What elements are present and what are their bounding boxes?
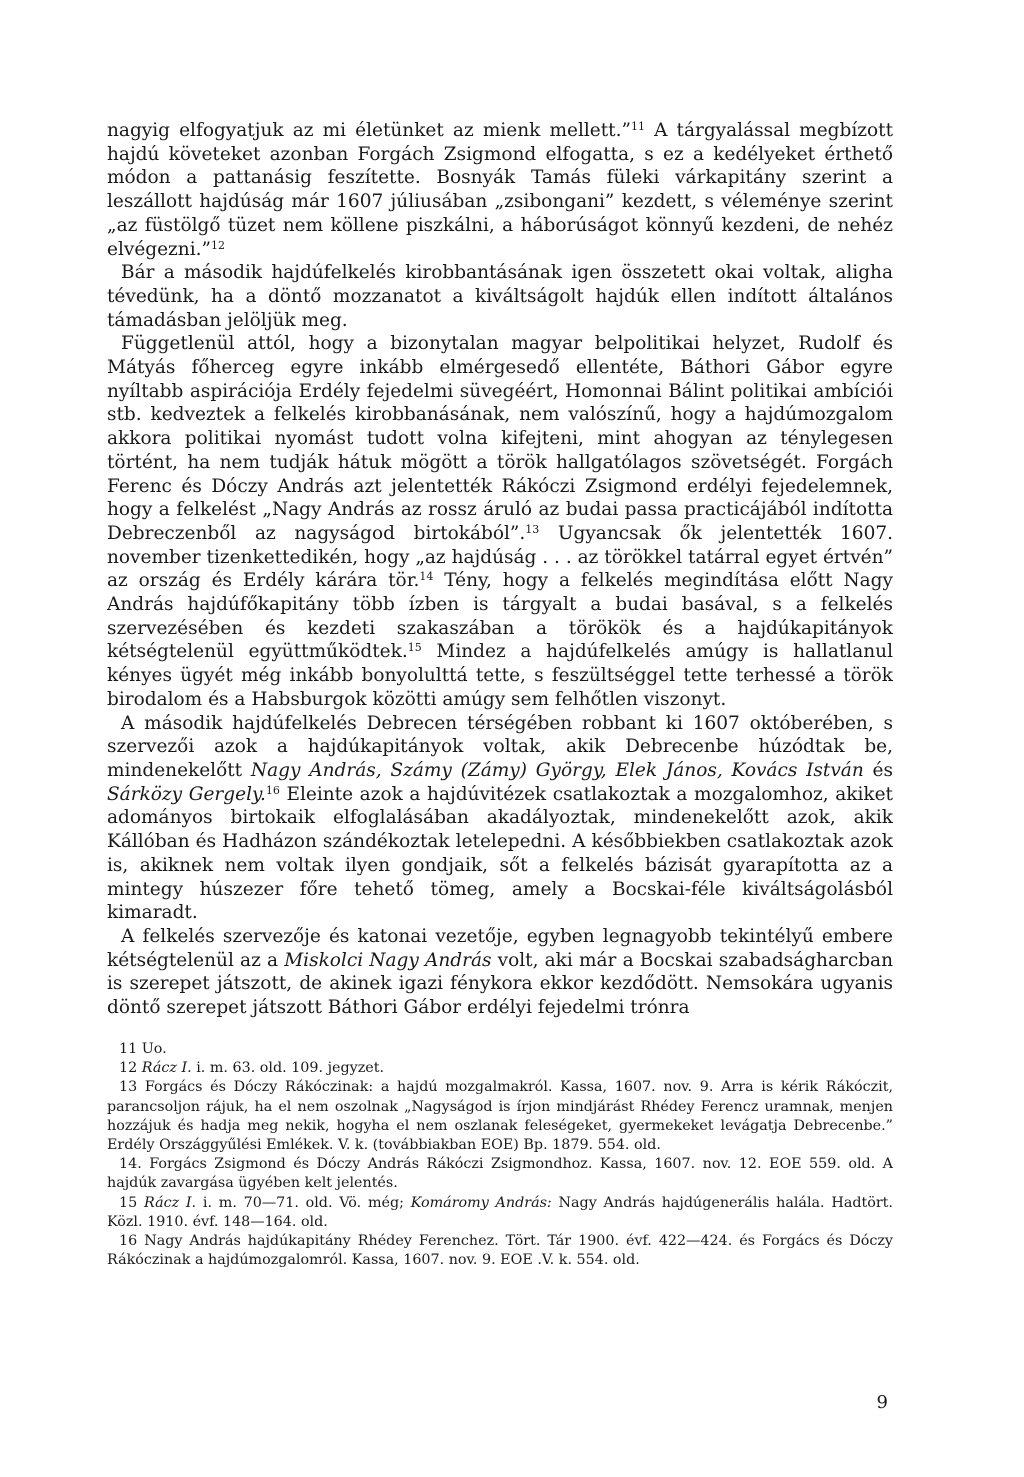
footnote-15 (107, 1194, 893, 1232)
footnote-14 (107, 1155, 893, 1193)
text-run: és (863, 759, 893, 781)
paragraph-4 (107, 712, 893, 925)
page-number: 9 (876, 1392, 888, 1413)
text-run: Függetlenül attól, hogy a bizonytalan magyar belpolitikai helyzet, Rudolf és Mátyás főherceg egyre inkább elmérgesedő ellentéte, Báthori Gábor egyre nyíltabb aspirációja Erdély fejedelmi süvegéért, Homonnai Bálint politikai ambíciói stb. kedveztek a felkelés kirobbanásának, nem valószínű, hogy a hajdúmozgalom akkora politikai nyomást tudott volna kifejteni, mint ahogyan az ténylegesen történt, ha nem tudják hátuk mögött a török hallgatólagos szövetségét. Forgách Ferenc és Dóczy András azt jelentették Rákóczi Zsigmond erdélyi fejedelemnek, hogy a felkelést „Nagy András az rossz áruló az budai passa practicájából indította Debreczenből az nagyságod birtokából”. (107, 333, 893, 544)
footnote-ref: 12 (210, 238, 225, 252)
footnote-number: 13 (119, 1079, 138, 1096)
text-run: nagyig elfogyatjuk az mi életünket az mienk mellett.” (107, 120, 631, 141)
footnote-text: Nagy András hajdúkapitány Rhédey Ferenchez. Tört. Tár 1900. évf. 422—424. és Forgács és Dóczy Rákóczinak a hajdúmozgalomról. Kassa, 1607. nov. 9. EOE .V. k. 554. old. (107, 1233, 894, 1269)
footnote-text: Nagy András hajdúgenerális halála. Hadtört. Közl. 1910. évf. 148—164. old. (107, 1194, 893, 1230)
footnote-number: 12 (119, 1060, 138, 1077)
footnote-text: Uo. (141, 1041, 167, 1057)
main-text (107, 119, 893, 1020)
footnote-13 (107, 1078, 893, 1155)
footnote-number: 15 (119, 1194, 138, 1211)
footnote-author: Rácz I. (143, 1194, 197, 1211)
footnote-number: 14. (119, 1156, 142, 1173)
footnote-12 (107, 1059, 893, 1078)
footnote-number: 11 (119, 1041, 138, 1057)
footnote-author: Rácz I. (141, 1060, 192, 1077)
paragraph-1 (107, 119, 893, 261)
footnote-16 (107, 1232, 893, 1270)
italic-name: Miskolci Nagy András (284, 949, 492, 971)
footnote-ref: 13 (525, 522, 540, 536)
paragraph-5 (107, 925, 893, 1020)
italic-names: Nagy András, Számy (Zámy) György, Elek János, Kovács István (250, 759, 864, 781)
footnote-text: i. m. 63. old. 109. jegyzet. (191, 1060, 384, 1077)
paragraph-2: Bár a második hajdúfelkelés kirobbantásának igen összetett okai voltak, aligha tévedünk, ha a döntő mozzanatot a kiváltságolt hajdúk ellen indított általános támadásban jelöljük meg. (107, 262, 893, 331)
footnote-ref: 16 (265, 783, 280, 797)
footnote-ref: 15 (407, 641, 422, 655)
footnotes (107, 1040, 893, 1270)
text-run: A felkelés szervezője és katonai vezetője, egyben legnagyobb tekintélyű embere kétségtelenül az a (107, 925, 893, 971)
italic-name: Sárközy Gergely. (107, 783, 266, 805)
footnote-text: i. m. 70—71. old. Vö. még; (196, 1194, 411, 1211)
text-run: volt, aki már a Bocskai szabadságharcban is szerepet játszott, de akinek igazi fénykora ekkor kezdődött. Nemsokára ugyanis döntő szerepet játszott Báthori Gábor erdélyi fejedelmi trónra (107, 949, 893, 1019)
footnote-ref: 14 (419, 570, 434, 584)
paragraph-3 (107, 332, 893, 711)
text-run: Mindez a hajdúfelkelés amúgy is hallatlanul kényes ügyét még inkább bonyolulttá tette, s feszültséggel tette terhessé a török birodalom és a Habsburgok közötti amúgy sem felhőtlen viszonyt. (107, 641, 893, 710)
footnote-author: Komáromy András: (410, 1194, 552, 1211)
text-run: Eleinte azok a hajdúvitézek csatlakoztak a mozgalomhoz, akiket adományos birtokaik elfoglalásában akadályoztak, mindenekelőtt azok, akik Kállóban és Hadházon szándékoztak letelepedni. A későbbiekben csatlakoztak azok is, akiknek nem voltak ilyen gondjaik, sőt a felkelés bázisát gyarapította az a mintegy húszezer főre tehető tömeg, amely a Bocskai-féle kiváltságolásból kimaradt. (107, 783, 893, 924)
text-run: A második hajdúfelkelés Debrecen térségében robbant ki 1607 októberében, s szervezői azok a hajdúkapitányok voltak, akik Debrecenbe húzódtak be, mindenekelőtt (107, 712, 893, 781)
text-run: Ugyancsak ők jelentették 1607. november tizenkettedikén, hogy „az hajdúság . . . az törökkel tatárral egyet értvén” az ország és Erdély kárára tör. (107, 522, 893, 592)
footnote-ref: 11 (630, 120, 645, 133)
footnote-text: Forgács Zsigmond és Dóczy András Rákóczi Zsigmondhoz. Kassa, 1607. nov. 12. EOE 559. old. A hajdúk zavargása ügyében kelt jelentés. (107, 1156, 894, 1192)
footnote-number: 16 (119, 1233, 138, 1250)
text-run: Tény, hogy a felkelés megindítása előtt Nagy András hajdúfőkapitány több ízben is tárgyalt a budai basával, s a felkelés szervezésében és kezdeti szakaszában a törökök és a hajdúkapitányok kétségtelenül együttműködtek. (107, 570, 893, 663)
footnote-text: Forgács és Dóczy Rákóczinak: a hajdú mozgalmakról. Kassa, 1607. nov. 9. Arra is kérik Rákóczit, parancsoljon rájuk, ha el nem oszolnak „Nagyságod is írjon mindjárást Rhédey Ferencz uramnak, menjen hozzájuk és hadja meg nekik, hogyha el nem oszlanak feleségeket, gyermekeket levágatja Debrecenbe.” Erdély Országgyűlési Emlékek. V. k. (továbbiakban EOE) Bp. 1879. 554. old. (107, 1079, 893, 1154)
footnote-11 (107, 1040, 893, 1059)
text-run: A tárgyalással megbízott hajdú követeket azonban Forgách Zsigmond elfogatta, s ez a kedélyeket érthető módon a pattanásig feszítette. Bosnyák Tamás füleki várkapitány szerint a leszállott hajdúság már 1607 júliusában „zsibongani” kezdett, s véleménye szerint „az füstölgő tüzet nem köllene piszkálni, a háborúságot könnyű kezdeni, de nehéz elvégezni.” (107, 120, 894, 260)
